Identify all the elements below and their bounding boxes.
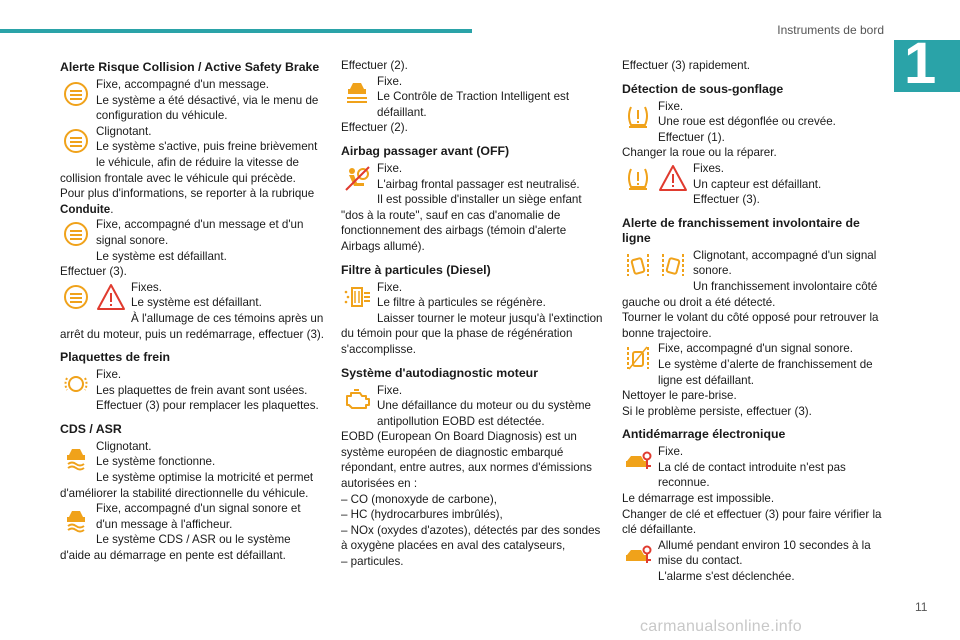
entry-engine-diagnostic bbox=[341, 383, 605, 570]
section-header-title: Instruments de bord bbox=[777, 23, 884, 37]
lane-departure-fault-icon bbox=[622, 342, 654, 374]
entry-particle-filter bbox=[341, 280, 605, 358]
entry-lane-departure-fault bbox=[622, 341, 886, 419]
text: La clé de contact introduite n'est pas reconnue. bbox=[658, 460, 846, 490]
engine-check-icon bbox=[341, 384, 373, 416]
watermark: carmanualsonline.info bbox=[640, 618, 802, 635]
text: Fixe. bbox=[377, 383, 403, 397]
text: Fixe. bbox=[658, 445, 684, 459]
text: Le système optimise la motricité et permet d'améliorer la stabilité directionnelle du véhicule. bbox=[60, 471, 314, 500]
entry-alarm bbox=[622, 538, 886, 585]
text: Fixe. bbox=[96, 368, 122, 382]
column-3 bbox=[622, 58, 886, 585]
text: Les plaquettes de frein avant sont usées. bbox=[96, 383, 308, 397]
entry-airbag-off bbox=[341, 161, 605, 255]
warning-triangle-icon bbox=[657, 162, 689, 194]
text: Un franchissement involontaire côté gauche ou droit a été détecté. bbox=[622, 279, 878, 309]
section-title-immobiliser: Antidémarrage électronique bbox=[622, 427, 786, 442]
text: Effectuer (3). bbox=[60, 265, 127, 279]
text: Une roue est dégonflée ou crevée. bbox=[658, 115, 836, 129]
skid-car-icon bbox=[60, 440, 92, 472]
collision-alert-icon bbox=[60, 281, 92, 313]
immobiliser-key-icon bbox=[622, 445, 654, 477]
text: Nettoyer le pare-brise. bbox=[622, 389, 737, 403]
list-item: – particules. bbox=[341, 555, 404, 569]
text: Effectuer (1). bbox=[658, 130, 725, 144]
text bbox=[60, 186, 324, 217]
tyre-pressure-icon bbox=[622, 162, 654, 194]
traction-control-icon bbox=[341, 75, 373, 107]
list-item: – HC (hydrocarbures imbrûlés), bbox=[341, 508, 503, 522]
text: À l'allumage de ces témoins après un arrêt du moteur, puis un redémarrage, effectuer (3). bbox=[60, 311, 324, 341]
text: Le système d’alerte de franchissement de ligne est défaillant. bbox=[658, 357, 873, 387]
tyre-pressure-icon bbox=[622, 100, 654, 132]
text: Fixe. bbox=[377, 280, 403, 294]
entry-underinflation-sensor bbox=[622, 161, 886, 208]
section-title-cds-asr: CDS / ASR bbox=[60, 421, 122, 436]
collision-alert-icon bbox=[60, 218, 92, 250]
text: Fixe, accompagné d'un signal sonore. bbox=[658, 342, 853, 356]
section-title-engine-diagnostic: Système d'autodiagnostic moteur bbox=[341, 365, 538, 380]
lane-departure-left-icon bbox=[622, 249, 654, 281]
particle-filter-icon bbox=[341, 281, 373, 313]
text: Fixe. bbox=[377, 74, 403, 88]
text: Changer la roue ou la réparer. bbox=[622, 146, 777, 160]
column-1 bbox=[60, 58, 324, 564]
text: Effectuer (2). bbox=[341, 59, 408, 72]
text: Le système a été désactivé, via le menu de configuration du véhicule. bbox=[96, 93, 319, 123]
text: Le démarrage est impossible. bbox=[622, 492, 775, 506]
text: Il est possible d'installer un siège enfant "dos à la route", sauf en cas d'anomalie de fonctionnement des airbags (témoin d'alerte Airbags allumé). bbox=[341, 193, 582, 253]
text: L'alarme s'est déclenchée. bbox=[658, 570, 795, 584]
text: Clignotant, accompagné d'un signal sonore. bbox=[693, 248, 877, 278]
text: Effectuer (3) rapidement. bbox=[622, 59, 751, 72]
airbag-off-icon bbox=[341, 162, 373, 194]
list-item: – NOx (oxydes d'azotes), détectés par des sondes à oxygène placées en aval des catalyseurs, bbox=[341, 523, 601, 553]
section-title-lane-departure: Alerte de franchissement involontaire de ligne bbox=[622, 215, 860, 245]
text: Allumé pendant environ 10 secondes à la mise du contact. bbox=[658, 538, 871, 568]
entry-collision-fault bbox=[60, 217, 324, 279]
text: Fixes. bbox=[131, 280, 162, 294]
lane-departure-right-icon bbox=[657, 249, 689, 281]
warning-triangle-icon bbox=[95, 281, 127, 313]
section-title-brake-pads: Plaquettes de frein bbox=[60, 350, 171, 365]
text: Le système est défaillant. bbox=[131, 296, 262, 310]
text: Tourner le volant du côté opposé pour retrouver la bonne trajectoire. bbox=[622, 311, 879, 340]
entry-traction-fault bbox=[341, 74, 605, 136]
text: Fixe, accompagné d'un signal sonore et d'un message à l'afficheur. bbox=[96, 502, 301, 531]
entry-lane-departure bbox=[622, 248, 886, 342]
immobiliser-key-icon bbox=[622, 539, 654, 571]
text: Le système s'active, puis freine brièvement le véhicule, afin de réduire la vitesse de collision frontale avec le véhicule qui précède. bbox=[60, 140, 318, 185]
entry-cds-flashing bbox=[60, 439, 324, 501]
text: Un capteur est défaillant. bbox=[693, 177, 822, 191]
text: Fixe, accompagné d'un message et d'un signal sonore. bbox=[96, 218, 304, 247]
text: Clignotant. bbox=[96, 439, 152, 453]
bold-reference: Conduite bbox=[60, 202, 111, 216]
text: Effectuer (3) pour remplacer les plaquettes. bbox=[96, 399, 319, 413]
text: Le système CDS / ASR ou le système d'aide au démarrage en pente est défaillant. bbox=[60, 533, 291, 563]
text: Fixe. bbox=[377, 161, 403, 175]
entry-collision-fixes bbox=[60, 280, 324, 342]
text: Fixe. bbox=[658, 99, 684, 113]
text: Laisser tourner le moteur jusqu'à l'extinction du témoin pour que la phase de régénération s'accomplisse. bbox=[341, 311, 603, 356]
text: Fixes. bbox=[693, 161, 724, 175]
text: Le système fonctionne. bbox=[96, 455, 216, 469]
collision-alert-icon bbox=[60, 78, 92, 110]
text: EOBD (European On Board Diagnosis) est un système européen de diagnostic embarqué répondant, entre autres, aux normes d'émissions autorisées en : bbox=[341, 430, 592, 491]
text: . bbox=[110, 202, 114, 216]
entry-cds-fault bbox=[60, 501, 324, 563]
section-title-underinflation: Détection de sous-gonflage bbox=[622, 81, 784, 96]
text: L'airbag frontal passager est neutralisé. bbox=[377, 177, 580, 191]
text: Le système est défaillant. bbox=[96, 249, 227, 263]
section-title-airbag-off: Airbag passager avant (OFF) bbox=[341, 143, 510, 158]
entry-collision-disabled bbox=[60, 77, 324, 124]
entry-underinflation bbox=[622, 99, 886, 161]
text: Effectuer (3). bbox=[693, 193, 760, 207]
header-accent-bar bbox=[0, 29, 472, 33]
page-number: 11 bbox=[915, 600, 928, 614]
list-item: – CO (monoxyde de carbone), bbox=[341, 492, 497, 506]
text: Effectuer (2). bbox=[341, 121, 408, 135]
section-title-collision-alert: Alerte Risque Collision / Active Safety Brake bbox=[60, 60, 320, 74]
text: Changer de clé et effectuer (3) pour faire vérifier la clé défaillante. bbox=[622, 507, 882, 537]
chapter-number: 1 bbox=[904, 31, 937, 96]
text: Pour plus d'informations, se reporter à la rubrique bbox=[60, 187, 315, 201]
entry-brake-pads bbox=[60, 367, 324, 414]
collision-alert-icon bbox=[60, 125, 92, 157]
text: Le Contrôle de Traction Intelligent est défaillant. bbox=[377, 90, 570, 119]
entry-collision-active bbox=[60, 124, 324, 218]
text: Si le problème persiste, effectuer (3). bbox=[622, 404, 812, 418]
text: Le filtre à particules se régénère. bbox=[377, 296, 546, 310]
text: Fixe, accompagné d'un message. bbox=[96, 78, 269, 91]
column-2 bbox=[341, 58, 605, 570]
entry-immobiliser bbox=[622, 444, 886, 538]
skid-car-icon bbox=[60, 502, 92, 534]
section-title-particle-filter: Filtre à particules (Diesel) bbox=[341, 262, 491, 277]
text: Clignotant. bbox=[96, 124, 152, 138]
text: Une défaillance du moteur ou du système antipollution EOBD est détectée. bbox=[377, 399, 591, 428]
brake-pads-icon bbox=[60, 368, 92, 400]
